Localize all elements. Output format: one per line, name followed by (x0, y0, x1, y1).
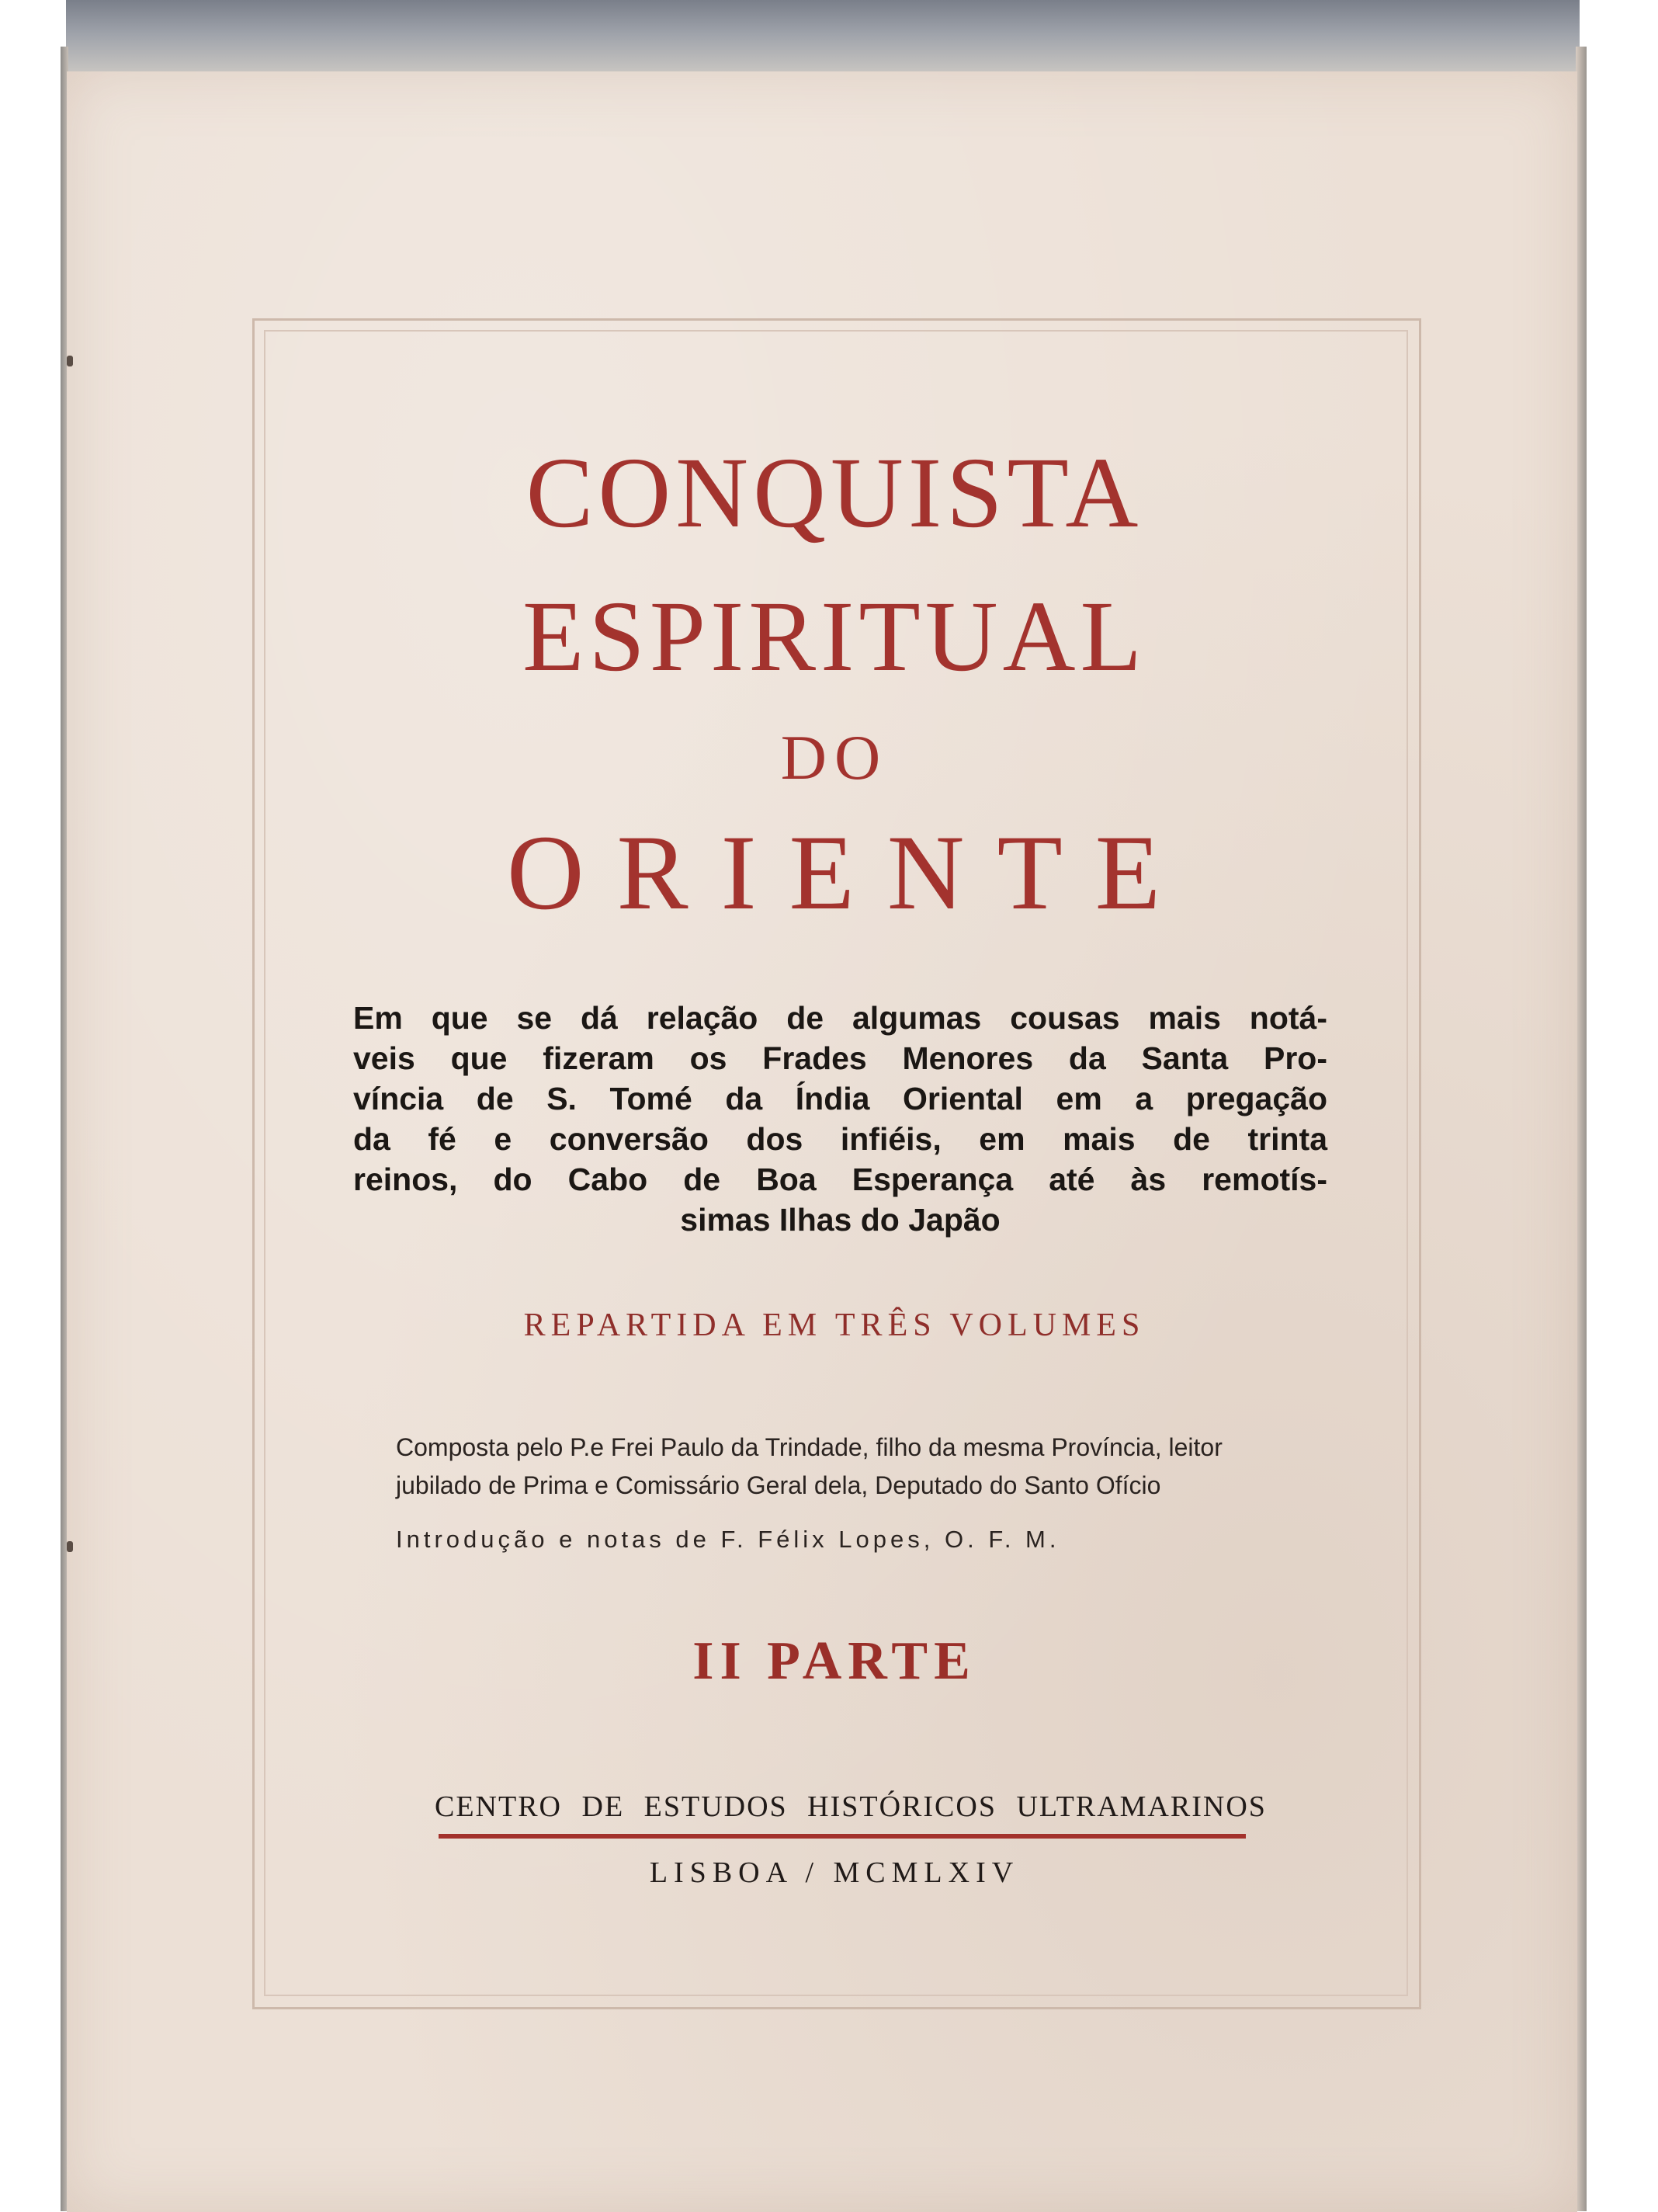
part-label: II PARTE (692, 1631, 976, 1691)
volumes-note: REPARTIDA EM TRÊS VOLUMES (523, 1307, 1146, 1343)
description-line: víncia de S. Tomé da Índia Oriental em a pregação (353, 1081, 1327, 1116)
page-mark (67, 356, 73, 366)
description-line: reinos, do Cabo de Boa Esperança até às remotís- (353, 1162, 1327, 1197)
description-block (353, 998, 1327, 1240)
description-line: Em que se dá relação de algumas cousas mais notá- (353, 1000, 1327, 1036)
description-line: veis que fizeram os Frades Menores da Santa Pro- (353, 1040, 1327, 1076)
title-line-4: ORIENTE (506, 813, 1194, 932)
publisher-rule (439, 1834, 1246, 1839)
composition-line-1: Composta pelo P.e Frei Paulo da Trindade, filho da mesma Província, leitor (396, 1433, 1223, 1461)
background-surface (66, 0, 1580, 74)
publisher-name: CENTRO DE ESTUDOS HISTÓRICOS ULTRAMARINOS (435, 1790, 1267, 1823)
title-line-2: ESPIRITUAL (522, 581, 1146, 693)
introduction-credit: Introdução e notas de F. Félix Lopes, O. F. M. (396, 1526, 1060, 1553)
title-line-3: DO (780, 722, 889, 793)
place-year: LISBOA / MCMLXIV (649, 1856, 1020, 1889)
title-line-1: CONQUISTA (525, 437, 1143, 549)
page-mark (67, 1541, 73, 1552)
description-line: simas Ilhas do Japão (680, 1202, 1001, 1238)
book-page-edge (1576, 47, 1587, 2211)
description-line: da fé e conversão dos infiéis, em mais de trinta (353, 1121, 1327, 1157)
composition-line-2: jubilado de Prima e Comissário Geral dela, Deputado do Santo Ofício (396, 1471, 1161, 1499)
